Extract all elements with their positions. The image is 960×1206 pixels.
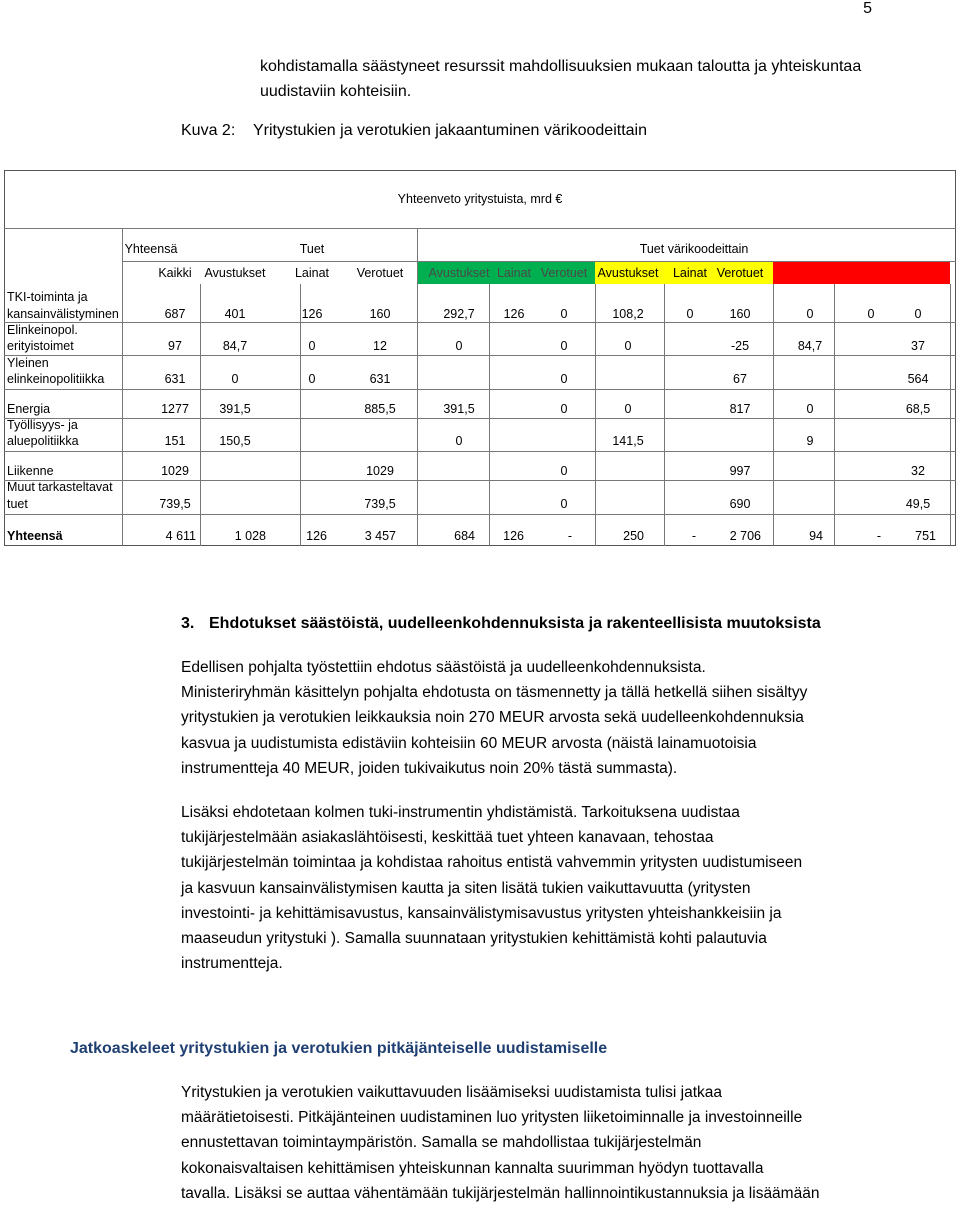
column-header: Avustukset [597, 266, 659, 280]
grid-line [4, 389, 956, 390]
table-cell: 250 [623, 529, 644, 543]
table-cell: 151 [164, 434, 186, 448]
summary-table [4, 170, 956, 546]
row-label: aluepolitiikka [7, 434, 79, 448]
table-cell: 0 [560, 402, 568, 416]
table-cell: - [691, 529, 696, 543]
row-label: kansainvälistyminen [7, 307, 119, 321]
table-cell: 997 [729, 464, 751, 478]
grid-line [4, 480, 956, 481]
table-cell: 0 [560, 339, 568, 353]
row-label: elinkeinopolitiikka [7, 372, 105, 386]
table-cell: 401 [224, 307, 246, 321]
text-line: Lisäksi ehdotetaan kolmen tuki-instrumentin yhdistämistä. Tarkoituksena uudistaa [181, 804, 740, 821]
grid-line [122, 261, 956, 262]
grid-line [664, 284, 665, 546]
table-cell: 687 [164, 307, 186, 321]
table-cell: 126 [306, 529, 327, 543]
table-cell: 0 [560, 464, 568, 478]
table-cell: 108,2 [612, 307, 644, 321]
table-cell: 0 [308, 339, 316, 353]
table-cell: 0 [624, 402, 632, 416]
table-cell: 0 [231, 372, 239, 386]
row-label: Yhteensä [7, 529, 63, 543]
table-cell: 739,5 [159, 497, 191, 511]
grid-line [417, 228, 418, 284]
table-cell: 631 [369, 372, 391, 386]
table-cell: 32 [911, 464, 925, 478]
column-header: Avustukset [428, 266, 490, 280]
grid-line [489, 284, 490, 546]
table-cell: 0 [455, 339, 463, 353]
table-cell: 3 457 [364, 529, 396, 543]
table-cell: 84,7 [222, 339, 248, 353]
table-cell: 751 [915, 529, 936, 543]
group-header-color-coded: Tuet värikoodeittain [639, 242, 749, 256]
row-label: Työllisyys- ja [7, 418, 78, 432]
section3-number: 3. [181, 615, 195, 632]
table-cell: 1 028 [234, 529, 266, 543]
grid-line [773, 284, 774, 546]
column-header: Verotuet [540, 266, 588, 280]
column-header: Lainat [853, 266, 889, 280]
section3-paragraph-1 [181, 655, 901, 781]
table-cell: 0 [867, 307, 875, 321]
section3-heading [181, 615, 821, 633]
table-cell: 885,5 [364, 402, 396, 416]
table-cell: 292,7 [443, 307, 475, 321]
group-header-total: Yhteensä [124, 242, 178, 256]
text-line: instrumentteja 40 MEUR, joiden tukivaikutus noin 20% tästä summasta). [181, 759, 678, 777]
table-cell: 126 [503, 529, 524, 543]
table-cell: 94 [809, 529, 823, 543]
row-label: TKI-toiminta ja [7, 290, 88, 304]
row-label: Muut tarkasteltavat [7, 480, 113, 494]
table-cell: 631 [164, 372, 186, 386]
table-cell: - [567, 529, 572, 543]
grid-line [595, 284, 596, 546]
table-cell: 0 [806, 402, 814, 416]
column-header: Avustukset [204, 266, 266, 280]
next-steps-heading: Jatkoaskeleet yritystukien ja verotukien pitkäjänteiselle uudistamiselle [70, 1040, 608, 1057]
table-cell: 0 [686, 307, 694, 321]
table-cell: 37 [911, 339, 925, 353]
table-cell: 1029 [366, 464, 394, 478]
table-cell: 126 [503, 307, 525, 321]
text-line: ja kasvuun kansainvälistymisen kautta ja siten lisätä tukien vaikuttavuutta (yritysten [181, 879, 751, 897]
grid-line [950, 284, 951, 546]
table-cell: 84,7 [797, 339, 823, 353]
row-label: Yleinen [7, 356, 49, 370]
table-cell: 0 [455, 434, 463, 448]
text-line: tavalla. Lisäksi se auttaa vähentämään tukijärjestelmän hallinnointikustannuksia ja lisäämään [181, 1184, 820, 1202]
text-line: investointi- ja kehittämisavustus, kansainvälistymisavustus yritysten yhteishankkeisiin ja [181, 904, 782, 922]
text-line: kasvua ja uudistumista edistäviin kohteisiin 60 MEUR arvosta (näistä lainamuotoisia [181, 734, 757, 752]
text-line: yritystukien ja verotukien leikkauksia noin 270 MEUR arvosta sekä uudelleenkohdennuksia [181, 709, 804, 727]
table-cell: 564 [907, 372, 929, 386]
grid-line [122, 228, 123, 284]
grid-line [4, 451, 956, 452]
column-header: Lainat [294, 266, 330, 280]
intro-paragraph: kohdistamalla säästyneet resurssit mahdollisuuksien mukaan taloutta ja yhteiskuntaa uudistaviin kohteisiin. [260, 58, 862, 100]
table-cell: -25 [730, 339, 750, 353]
grid-line [4, 514, 956, 515]
column-header: Avustukset [779, 266, 841, 280]
grid-line [4, 322, 956, 323]
text-line: tukijärjestelmään asiakaslähtöisesti, keskittää tuet yhteen kanavaan, tehostaa [181, 829, 714, 847]
table-cell: 0 [914, 307, 922, 321]
table-cell: 817 [729, 402, 751, 416]
grid-line [4, 228, 956, 229]
table-title: Yhteenveto yritystuista, mrd € [397, 192, 563, 206]
table-cell: 9 [806, 434, 814, 448]
text-line: instrumentteja. [181, 955, 283, 973]
table-cell: 2 706 [729, 529, 761, 543]
row-label: tuet [7, 497, 28, 511]
text-line: ennustettavan toimintaympäristön. Samalla se mahdollistaa tukijärjestelmän [181, 1134, 702, 1152]
grid-line [834, 284, 835, 546]
figure-label: Kuva 2: [181, 122, 236, 139]
table-cell: 141,5 [612, 434, 644, 448]
column-header: Verotuet [894, 266, 942, 280]
grid-line [4, 418, 956, 419]
table-cell: 49,5 [905, 497, 931, 511]
table-cell: 684 [454, 529, 475, 543]
table-cell: 0 [308, 372, 316, 386]
table-border [4, 170, 956, 546]
figure-caption [181, 122, 647, 140]
table-cell: 97 [168, 339, 182, 353]
column-header: Verotuet [356, 266, 404, 280]
table-cell: 690 [729, 497, 751, 511]
table-cell: 160 [369, 307, 391, 321]
table-cell: 391,5 [443, 402, 475, 416]
table-cell: 68,5 [905, 402, 931, 416]
figure-title: Yritystukien ja verotukien jakaantuminen värikoodeittain [253, 122, 647, 139]
row-label: Elinkeinopol. [7, 323, 78, 337]
table-cell: 0 [624, 339, 632, 353]
table-cell: 1277 [161, 402, 189, 416]
column-header: Lainat [496, 266, 532, 280]
table-cell: 0 [560, 497, 568, 511]
column-header: Lainat [672, 266, 708, 280]
table-cell: 0 [560, 372, 568, 386]
page-number: 5 [863, 0, 872, 17]
table-cell: 160 [729, 307, 751, 321]
text-line: Yritystukien ja verotukien vaikuttavuuden lisäämiseksi uudistamista tulisi jatkaa [181, 1084, 723, 1101]
row-label: Energia [7, 402, 51, 416]
text-line: Ministeriryhmän käsittelyn pohjalta ehdotusta on täsmennetty ja tällä hetkellä siihen sisältyy [181, 684, 808, 702]
row-label: Liikenne [7, 464, 54, 478]
table-cell: 12 [373, 339, 387, 353]
grid-line [200, 284, 201, 546]
table-cell: 739,5 [364, 497, 396, 511]
grid-line [300, 284, 301, 546]
text-line: kokonaisvaltaisen kehittämisen yhteiskunnan kannalta suurimman hyödyn tuottavalla [181, 1159, 764, 1177]
table-cell: 391,5 [219, 402, 251, 416]
group-header-aid: Tuet [299, 242, 325, 256]
table-cell: 0 [806, 307, 814, 321]
section3-title: Ehdotukset säästöistä, uudelleenkohdennuksista ja rakenteellisista muutoksista [209, 615, 821, 632]
row-label: erityistoimet [7, 339, 74, 353]
next-steps-paragraph [181, 1080, 901, 1206]
grid-line [417, 284, 418, 546]
table-cell: 1029 [161, 464, 189, 478]
grid-line [122, 284, 123, 546]
table-cell: - [876, 529, 881, 543]
table-cell: 4 611 [165, 529, 196, 543]
table-cell: 67 [733, 372, 747, 386]
section3-paragraph-2 [181, 800, 901, 976]
table-cell: 126 [301, 307, 323, 321]
text-line: tukijärjestelmän toimintaa ja kohdistaa rahoitus entistä vahvemmin yritysten uudistumiseen [181, 854, 803, 872]
table-cell: 0 [560, 307, 568, 321]
text-line: Edellisen pohjalta työstettiin ehdotus säästöistä ja uudelleenkohdennuksista. [181, 659, 706, 676]
table-cell: 150,5 [219, 434, 251, 448]
column-header: Verotuet [716, 266, 764, 280]
grid-line [4, 355, 956, 356]
text-line: määrätietoisesti. Pitkäjänteinen uudistaminen luo yritysten liiketoiminnalle ja investoinneille [181, 1109, 803, 1127]
column-header: Kaikki [158, 266, 192, 280]
text-line: maaseudun yritystuki ). Samalla suunnataan yritystukien kehittämistä kohti palautuvia [181, 930, 767, 948]
